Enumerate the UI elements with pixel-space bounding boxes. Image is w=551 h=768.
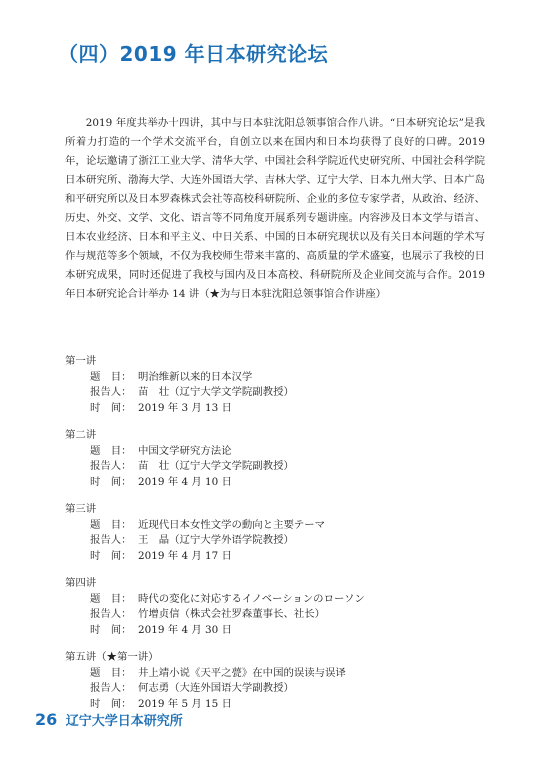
lecture-item <box>65 428 505 490</box>
lecture-topic <box>65 370 505 386</box>
lecture-item <box>65 576 505 638</box>
intro-paragraph: 2019 年度共举办十四讲，其中与日本驻沈阳总领事馆合作八讲。“日本研究论坛”是我所着力打造的一个学术交流平台，自创立以来在国内和日本均获得了良好的口碑。2019 年，论坛邀请了浙江工业大学、清华大学、中国社会科学院近代史研究所、中国社会科学院日本研究所、渤海大学、大连外国语大学、吉林大学、辽宁大学、日本九州大学、日本广岛和平研究所以及日本罗森株式会社等高校科研院所、企业的多位专家学者，从政治、经济、历史、外交、文学、文化、语言等不同角度开展系列专题讲座。内容涉及日本文学与语言、日本农业经济、日本和平主义、中日关系、中国的日本研究现状以及有关日本问题的学术写作与规范等多个领域，不仅为我校师生带来丰富的、高质量的学术盛宴，也展示了我校的日本研究成果，同时还促进了我校与国内及日本高校、科研院所及企业间交流与合作。2019 年日本研究论合计举办 14 讲（★为与日本驻沈阳总领事馆合作讲座） <box>65 117 485 301</box>
section-title: （四）2019 年日本研究论坛 <box>58 42 329 66</box>
lecture-topic <box>65 518 505 534</box>
topic-value: 井上靖小说《天平之甍》在中国的误读与误译 <box>138 666 346 679</box>
lecture-speaker <box>65 459 505 475</box>
topic-value: 時代の変化に対応するイノベーションのローソン <box>138 592 365 605</box>
topic-label: 题 目： <box>90 444 132 457</box>
speaker-value: 竹增贞信（株式会社罗森董事长、社长） <box>138 608 326 620</box>
lecture-topic <box>65 592 505 608</box>
topic-value: 中国文学研究方法论 <box>138 444 232 457</box>
lecture-item <box>65 502 505 564</box>
speaker-label: 报告人： <box>90 460 132 472</box>
topic-label: 题 目： <box>90 518 132 531</box>
topic-value: 近现代日本女性文学の動向と主要テーマ <box>138 518 326 531</box>
lecture-topic <box>65 444 505 460</box>
time-value: 2019 年 5 月 15 日 <box>138 697 232 710</box>
lecture-time <box>65 623 505 639</box>
time-value: 2019 年 4 月 10 日 <box>138 475 232 488</box>
topic-label: 题 目： <box>90 666 132 679</box>
time-label: 时 间： <box>90 475 132 488</box>
page-number: 26 <box>35 710 58 729</box>
lecture-speaker <box>65 681 505 697</box>
speaker-value: 何志勇（大连外国语大学副教授） <box>138 682 294 694</box>
lecture-topic <box>65 666 505 682</box>
time-label: 时 间： <box>90 549 132 562</box>
lecture-heading: 第二讲 <box>65 429 97 441</box>
lecture-time <box>65 549 505 565</box>
lecture-speaker <box>65 607 505 623</box>
topic-label: 题 目： <box>90 370 132 383</box>
topic-value: 明治维新以来的日本汉学 <box>138 370 253 383</box>
speaker-label: 报告人： <box>90 534 132 546</box>
lecture-item <box>65 354 505 416</box>
lecture-heading: 第一讲 <box>65 355 97 367</box>
topic-label: 题 目： <box>90 592 132 605</box>
time-value: 2019 年 3 月 13 日 <box>138 401 232 414</box>
speaker-label: 报告人： <box>90 608 132 620</box>
publication-name: 辽宁大学日本研究所 <box>65 714 183 729</box>
time-label: 时 间： <box>90 697 132 710</box>
lecture-item <box>65 650 505 712</box>
lecture-speaker <box>65 533 505 549</box>
lecture-time <box>65 401 505 417</box>
time-value: 2019 年 4 月 30 日 <box>138 623 232 636</box>
lecture-heading: 第三讲 <box>65 503 97 515</box>
page-footer <box>35 710 183 729</box>
time-value: 2019 年 4 月 17 日 <box>138 549 232 562</box>
lecture-heading: 第五讲（★第一讲） <box>65 651 159 663</box>
speaker-value: 王 晶（辽宁大学外语学院教授） <box>138 534 294 546</box>
time-label: 时 间： <box>90 623 132 636</box>
lecture-list <box>65 354 505 724</box>
time-label: 时 间： <box>90 401 132 414</box>
lecture-speaker <box>65 385 505 401</box>
speaker-label: 报告人： <box>90 386 132 398</box>
lecture-heading: 第四讲 <box>65 577 97 589</box>
speaker-value: 苗 壮（辽宁大学文学院副教授） <box>138 386 294 398</box>
speaker-value: 苗 壮（辽宁大学文学院副教授） <box>138 460 294 472</box>
lecture-time <box>65 475 505 491</box>
speaker-label: 报告人： <box>90 682 132 694</box>
